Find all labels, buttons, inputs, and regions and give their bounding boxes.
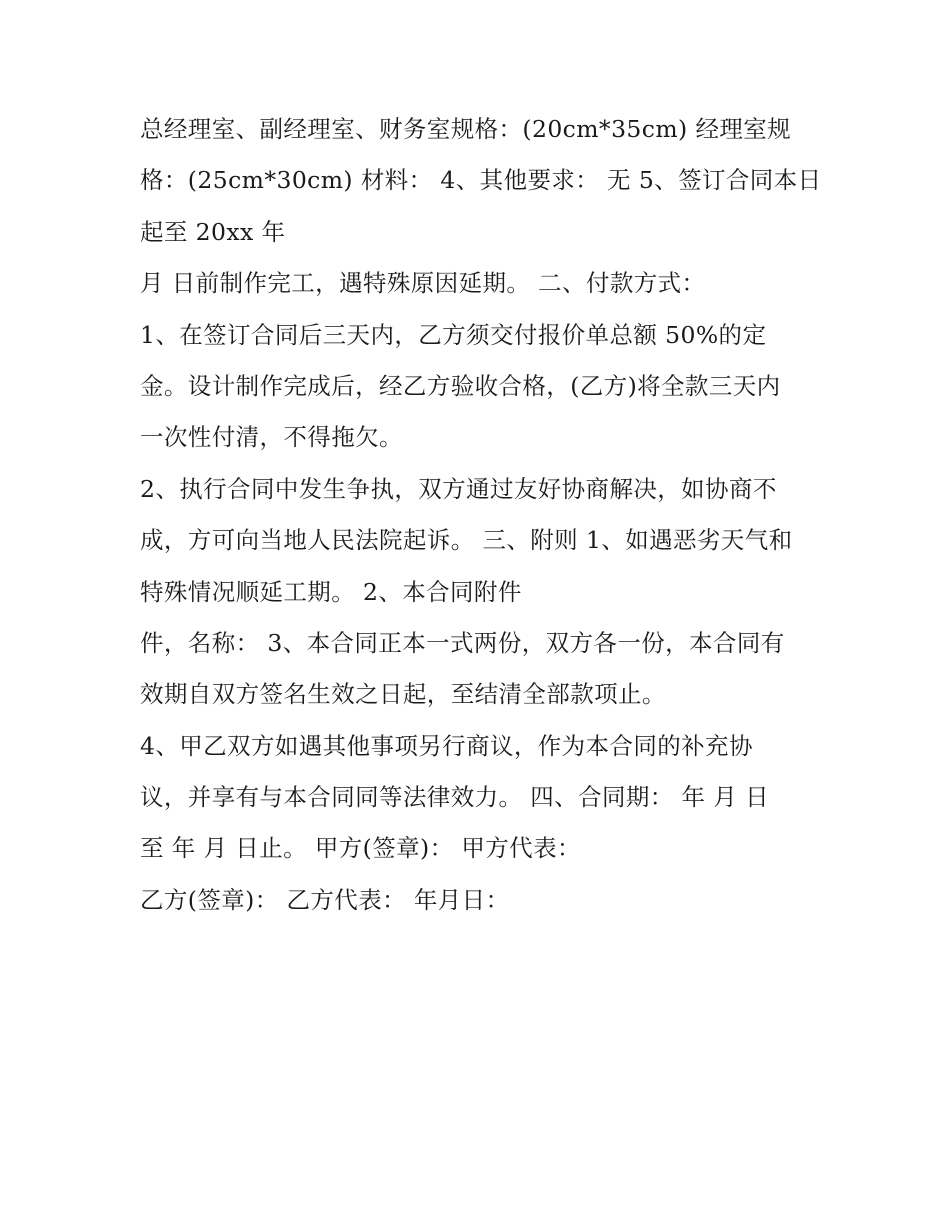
text-line: 议，并享有与本合同同等法律效力。 四、合同期： 年 月 日 bbox=[140, 783, 769, 812]
text-line: 金。设计制作完成后，经乙方验收合格，(乙方)将全款三天内 bbox=[140, 371, 781, 400]
text-line: 件，名称： 3、本合同正本一式两份，双方各一份，本合同有 bbox=[140, 628, 785, 657]
text-line: 总经理室、副经理室、财务室规格：(20cm*35cm) 经理室规 bbox=[140, 115, 792, 143]
text-line: 成，方可向当地人民法院起诉。 三、附则 1、如遇恶劣天气和 bbox=[140, 526, 793, 555]
text-line: 起至 20xx 年 bbox=[140, 217, 286, 246]
text-line: 4、甲乙双方如遇其他事项另行商议，作为本合同的补充协 bbox=[140, 731, 753, 760]
text-line: 月 日前制作完工，遇特殊原因延期。 二、付款方式： bbox=[140, 269, 706, 298]
text-line: 一次性付清，不得拖欠。 bbox=[140, 423, 403, 452]
text-line: 1、在签订合同后三天内，乙方须交付报价单总额 50%的定 bbox=[140, 320, 767, 349]
text-line: 格：(25cm*30cm) 材料： 4、其他要求： 无 5、签订合同本日 bbox=[140, 166, 822, 195]
contract-text-body bbox=[140, 104, 830, 926]
text-line: 特殊情况顺延工期。 2、本合同附件 bbox=[140, 577, 522, 606]
text-line: 2、执行合同中发生争执，双方通过友好协商解决，如协商不 bbox=[140, 474, 777, 503]
text-line: 效期自双方签名生效之日起，至结清全部款项止。 bbox=[140, 680, 666, 709]
text-line: 乙方(签章)： 乙方代表： 年月日： bbox=[140, 885, 510, 914]
text-line: 至 年 月 日止。 甲方(签章)： 甲方代表： bbox=[140, 834, 581, 863]
